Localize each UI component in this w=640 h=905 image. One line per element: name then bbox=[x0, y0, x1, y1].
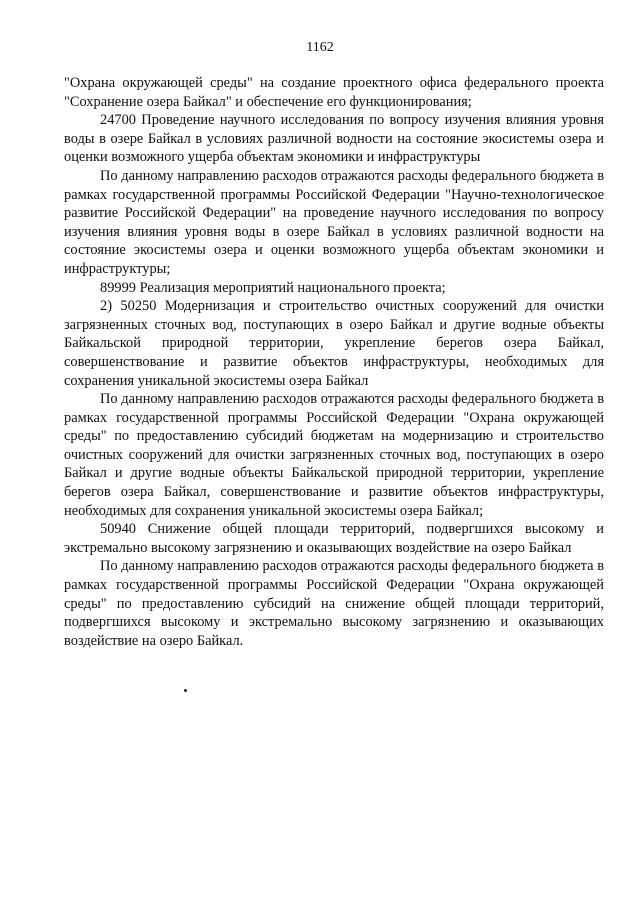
page-number: 1162 bbox=[306, 40, 334, 55]
paragraph-description-50940: По данному направлению расходов отражаются расходы федерального бюджета в рамках государственной программы Российской Федерации "Охрана окружающей среды" по предоставлению субсидий на снижение общей площади территорий, подвергшихся высокому и экстремально высокому загрязнению и оказывающих воздействие на озеро Байкал. bbox=[64, 558, 604, 649]
paragraph-description-50250: По данному направлению расходов отражаются расходы федерального бюджета в рамках государственной программы Российской Федерации "Охрана окружающей среды" по предоставлению субсидий бюджетам на модернизацию и строительство очистных сооружений для очистки загрязненных сточных вод, поступающих в озеро Байкал и другие водные объекты Байкальской природной территории, укрепление берегов озера Байкал, совершенствование и развитие объектов инфраструктуры, необходимых для сохранения уникальной экосистемы озера Байкал; bbox=[64, 391, 604, 519]
paragraph-code-89999: 89999 Реализация мероприятий национального проекта; bbox=[100, 279, 446, 296]
scan-speck bbox=[184, 689, 187, 692]
document-body bbox=[64, 74, 604, 650]
paragraph-description-24700: По данному направлению расходов отражаются расходы федерального бюджета в рамках государственной программы Российской Федерации "Научно-технологическое развитие Российской Федерации" на проведение научного исследования по вопросу изучения влияния уровня воды в озере Байкал в условиях различной водности на состояние экосистемы озера и оценки возможного ущерба объектам экономики и инфраструктуры; bbox=[64, 167, 604, 277]
paragraph-code-50250: 2) 50250 Модернизация и строительство очистных сооружений для очистки загрязненных сточных вод, поступающих в озеро Байкал и другие водные объекты Байкальской природной территории, укрепление берегов озера Байкал, совершенствование и развитие объектов инфраструктуры, необходимых для сохранения уникальной экосистемы озера Байкал bbox=[64, 298, 604, 389]
paragraph-code-24700: 24700 Проведение научного исследования по вопросу изучения влияния уровня воды в озере Байкал в условиях различной водности на состояние экосистемы озера и оценки возможного ущерба объектам экономики и инфраструктуры bbox=[64, 112, 604, 166]
paragraph-continuation: "Охрана окружающей среды" на создание проектного офиса федерального проекта "Сохранение озера Байкал" и обеспечение его функционирования; bbox=[64, 75, 604, 110]
paragraph-code-50940: 50940 Снижение общей площади территорий, подвергшихся высокому и экстремально высокому загрязнению и оказывающих воздействие на озеро Байкал bbox=[64, 521, 604, 556]
